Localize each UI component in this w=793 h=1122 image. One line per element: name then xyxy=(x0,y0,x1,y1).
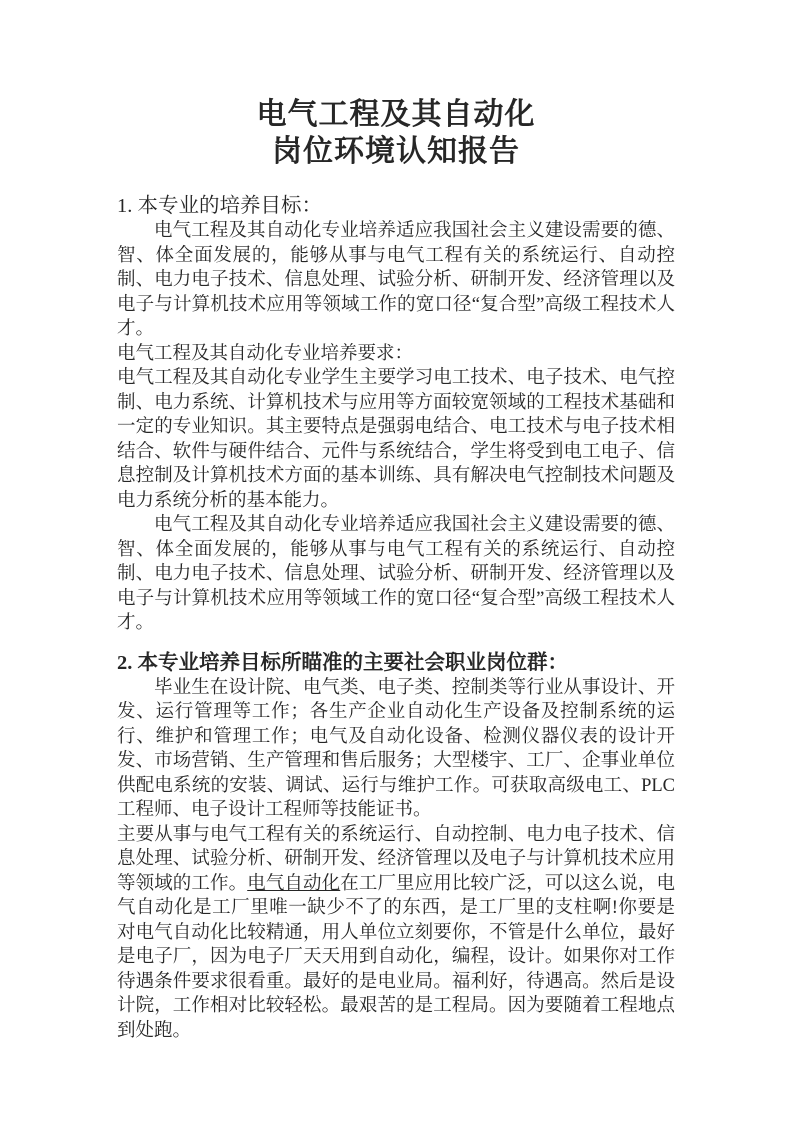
paragraph-requirements-detail: 电气工程及其自动化专业学生主要学习电工技术、电子技术、电气控制、电力系统、计算机技术与应用等方面较宽领域的工程技术基础和一定的专业知识。其主要特点是强弱电结合、电工技术与电子技术相结合、软件与硬件结合、元件与系统结合，学生将受到电工电子、信息控制及计算机技术方面的基本训练、具有解决电气控制技术问题及电力系统分析的基本能力。 xyxy=(117,368,675,511)
paragraph-objective-1: 电气工程及其自动化专业培养适应我国社会主义建设需要的德、智、体全面发展的，能够从事与电气工程有关的系统运行、自动控制、电力电子技术、信息处理、试验分析、研制开发、经济管理以及电子与计算机技术应用等领域工作的宽口径“复合型”高级工程技术人才。 xyxy=(117,221,675,339)
section-2-heading: 2. 本专业培养目标所瞄准的主要社会职业岗位群： xyxy=(117,651,568,674)
title-line-1: 电气工程及其自动化 xyxy=(256,98,536,131)
underlined-term: 电气自动化 xyxy=(247,873,341,894)
document-content xyxy=(117,96,675,1043)
document-title xyxy=(117,96,675,170)
section-1-heading: 1. 本专业的培养目标： xyxy=(117,195,322,217)
paragraph-graduate-jobs: 毕业生在设计院、电气类、电子类、控制类等行业从事设计、开发、运行管理等工作；各生产企业自动化生产设备及控制系统的运行、维护和管理工作；电气及自动化设备、检测仪器仪表的设计开发、市场营销、生产管理和售后服务；大型楼宇、工厂、企事业单位供配电系统的安装、调试、运行与维护工作。可获取高级电工、PLC 工程师、电子设计工程师等技能证书。 xyxy=(117,677,675,820)
text-segment: 主要从事与电气工程有关的系统运行、自动控制、电力电子技术、信息处理、试验分析、研制开发、经济管理以及电子与计算机技术应用等领域的工作。 xyxy=(117,824,675,894)
text-segment: 在工厂里应用比较广泛，可以这么说，电气自动化是工厂里唯一缺少不了的东西，是工厂里的支柱啊!你要是对电气自动化比较精通，用人单位立刻要你，不管是什么单位，最好是电子厂，因为电子厂天天用到自动化，编程，设计。如果你对工作待遇条件要求很看重。最好的是电业局。福利好，待遇高。然后是设计院，工作相对比较轻松。最艰苦的是工程局。因为要随着工程地点到处跑。 xyxy=(117,873,675,1041)
section-training-objectives xyxy=(117,194,675,636)
paragraph-requirements-label: 电气工程及其自动化专业培养要求： xyxy=(117,343,414,364)
title-line-2: 岗位环境认知报告 xyxy=(272,135,520,168)
paragraph-industry-overview xyxy=(117,823,675,1044)
paragraph-objective-repeat: 电气工程及其自动化专业培养适应我国社会主义建设需要的德、智、体全面发展的，能够从事与电气工程有关的系统运行、自动控制、电力电子技术、信息处理、试验分析、研制开发、经济管理以及电子与计算机技术应用等领域工作的宽口径“复合型”高级工程技术人才。 xyxy=(117,515,675,633)
section-job-positions xyxy=(117,651,675,1044)
